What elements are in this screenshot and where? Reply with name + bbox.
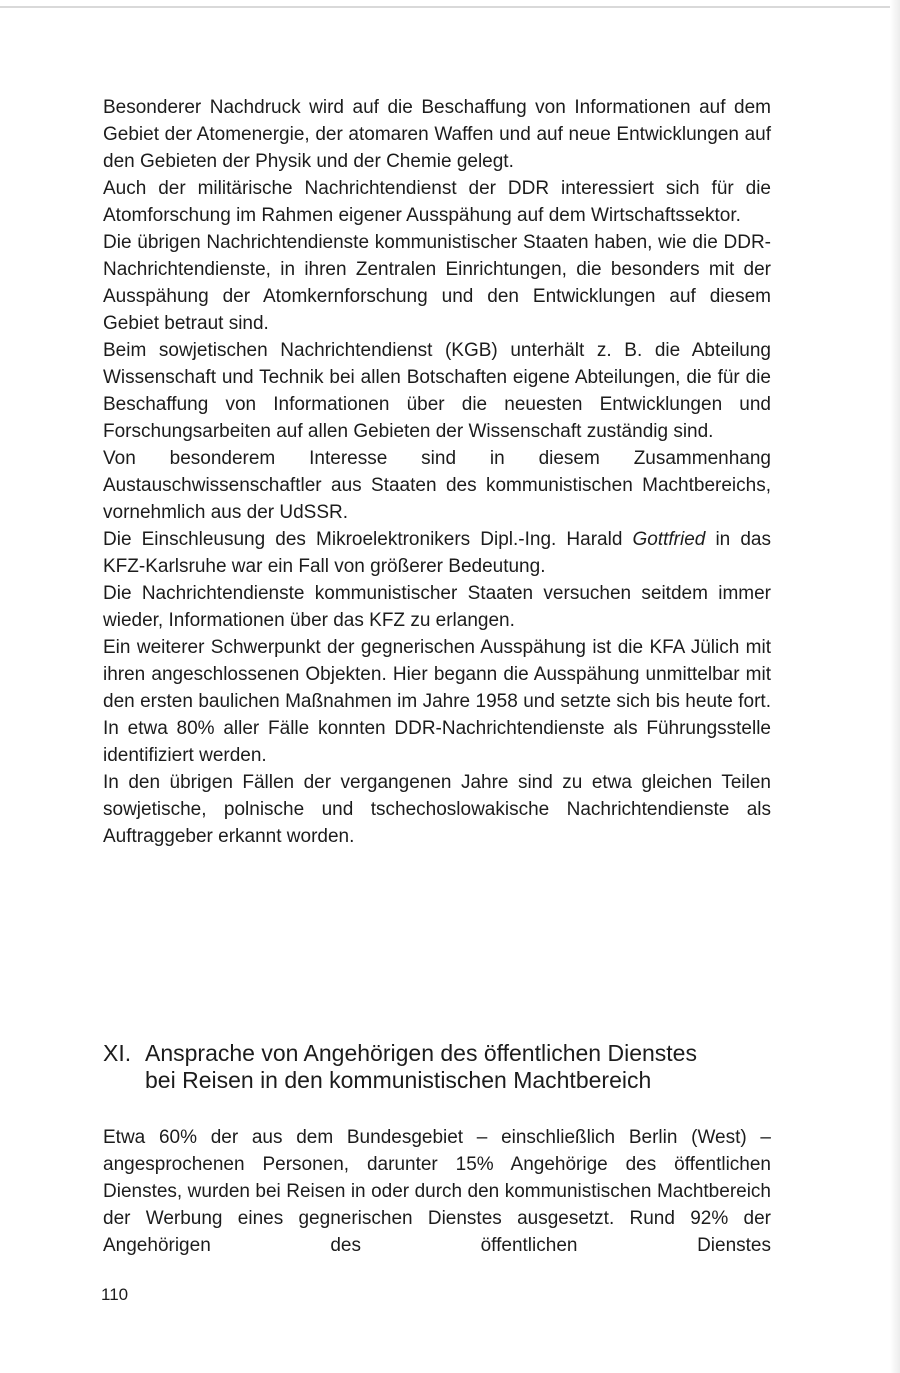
paragraph-gottfried — [103, 526, 771, 580]
section-number: XI. — [103, 1040, 132, 1066]
section-heading — [103, 1040, 803, 1094]
paragraph-ansprache: Etwa 60% der aus dem Bundesgebiet – einschließlich Berlin (West) – angesprochenen Personen, darunter 15% Angehörige des öffentlichen Dienstes, wurden bei Reisen in oder durch den kommunistischen Machtbereich der Werbung eines gegnerischen Dienstes ausgesetzt. Rund 92% der Angehörigen des öffentlichen Dienstes — [103, 1127, 771, 1256]
body-text — [103, 94, 771, 850]
section-title — [145, 1040, 803, 1094]
gottfried-name: Gottfried — [632, 529, 706, 550]
paragraph-militaerischer-dienst: Auch der militärische Nachrichtendienst der DDR interessiert sich für die Atomforschung im Rahmen eigener Ausspähung auf dem Wirtschaftssektor. — [103, 178, 771, 226]
section-title-line-1: Ansprache von Angehörigen des öffentlichen Dienstes — [145, 1040, 697, 1066]
paragraph-kfa-juelich: Ein weiterer Schwerpunkt der gegnerischen Ausspähung ist die KFA Jülich mit ihren angeschlossenen Objekten. Hier begann die Ausspähung unmittelbar mit den ersten baulichen Maßnahmen im Jahre 1958 und setzte sich bis heute fort. In etwa 80% aller Fälle konnten DDR-Nachrichtendienste als Führungsstelle identifiziert werden. — [103, 637, 771, 766]
scan-top-edge — [0, 6, 900, 8]
scan-right-edge — [890, 0, 900, 1373]
paragraph-uebrige-dienste: Die übrigen Nachrichtendienste kommunistischer Staaten haben, wie die DDR-Nachrichtendienste, in ihren Zentralen Einrichtungen, die besonders mit der Ausspähung der Atomkernforschung und den Entwicklungen auf diesem Gebiet betraut sind. — [103, 232, 771, 334]
section-body — [103, 1124, 771, 1259]
paragraph-atomenergie: Besonderer Nachdruck wird auf die Beschaffung von Informationen auf dem Gebiet der Atomenergie, der atomaren Waffen und auf neue Entwicklungen auf den Gebieten der Physik und der Chemie gelegt. — [103, 97, 771, 172]
paragraph-austauschwissenschaftler: Von besonderem Interesse sind in diesem Zusammenhang Austauschwissenschaftler aus Staaten des kommunistischen Machtbereichs, vornehmlich aus der UdSSR. — [103, 448, 771, 523]
paragraph-kfz: Die Nachrichtendienste kommunistischer Staaten versuchen seitdem immer wieder, Informationen über das KFZ zu erlangen. — [103, 583, 771, 631]
gottfried-text-after: in das KFZ-Karlsruhe war ein Fall von größerer Bedeutung. — [103, 529, 771, 577]
paragraph-kgb: Beim sowjetischen Nachrichtendienst (KGB) unterhält z. B. die Abteilung Wissenschaft und Technik bei allen Botschaften eigene Abteilungen, die für die Beschaffung von Informationen über die neuesten Entwicklungen und Forschungsarbeiten auf allen Gebieten der Wissenschaft zuständig sind. — [103, 340, 771, 442]
section-title-line-2: bei Reisen in den kommunistischen Machtbereich — [145, 1067, 652, 1093]
page-number: 110 — [101, 1285, 129, 1304]
paragraph-uebrige-faelle: In den übrigen Fällen der vergangenen Jahre sind zu etwa gleichen Teilen sowjetische, polnische und tschechoslowakische Nachrichtendienste als Auftraggeber erkannt worden. — [103, 772, 771, 847]
gottfried-text-before: Die Einschleusung des Mikroelektronikers Dipl.-Ing. Harald — [103, 529, 633, 550]
